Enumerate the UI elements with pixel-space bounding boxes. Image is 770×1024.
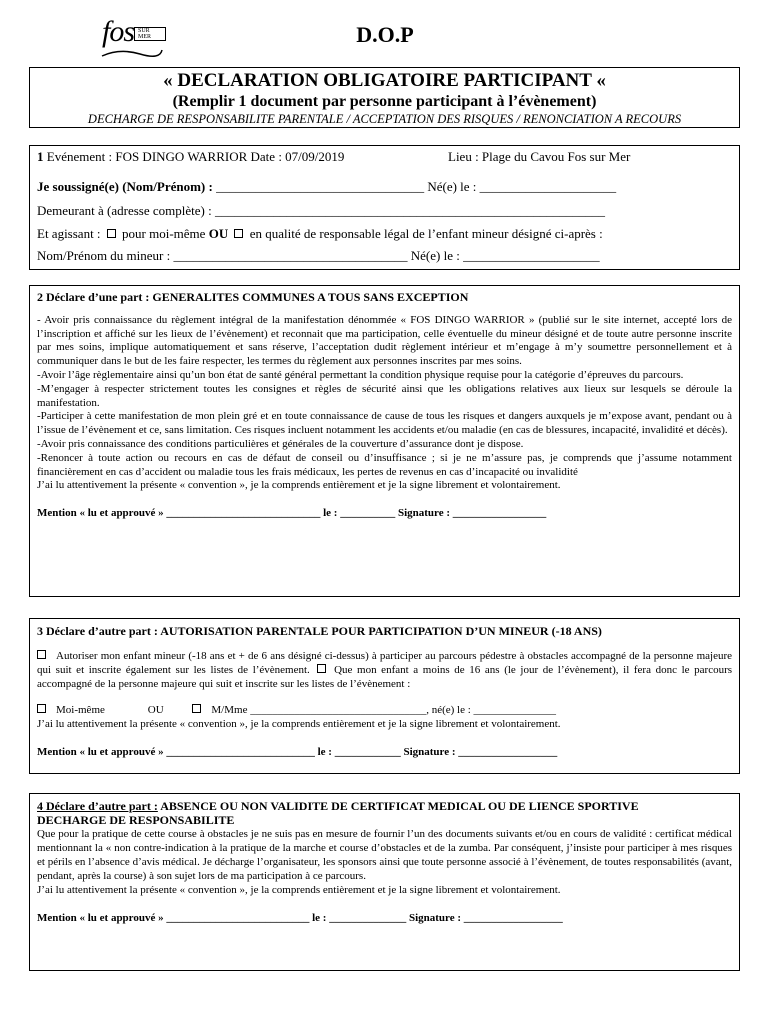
section-1 (29, 145, 740, 270)
section-3-mention[interactable]: Mention « lu et approuvé » ___________________________ le : ____________ Signature : __________________ (37, 746, 558, 758)
section-4 (29, 793, 740, 971)
logo-sub: SUR MER (134, 27, 166, 41)
autoriser-checkbox[interactable] (37, 650, 46, 659)
qualite-label: en qualité de responsable légal de l’enfant mineur désigné ci-après : (249, 226, 603, 241)
agissant-line (37, 226, 603, 242)
section-4-lu: J’ai lu attentivement la présente « convention », je la comprends entièrement et je la signe librement et volontairement. (37, 884, 561, 896)
section-2-para: -Participer à cette manifestation de mon plein gré et en toute connaissance de cause de tous les risques et dangers auxquels je m’expose avant, pendant ou à l’issue de l’évènement et ce, sans limitation. Ces risques incluent notamment les accidents et/ou maladie (en cas de blessures, incapacité, invalidité et décès). (37, 410, 732, 437)
event-text: Evénement : FOS DINGO WARRIOR Date : 07/09/2019 (46, 149, 345, 164)
section-2-para: J’ai lu attentivement la présente « convention », je la comprends entièrement et je la signe librement et volontairement. (37, 479, 561, 492)
mme-field[interactable]: M/Mme ________________________________, né(e) le : _______________ (211, 704, 557, 716)
header-box (29, 67, 740, 128)
moins-16-checkbox[interactable] (317, 664, 326, 673)
section-3-lu: J’ai lu attentivement la présente « convention », je la comprends entièrement et je la signe librement et volontairement. (37, 718, 561, 730)
responsable-legal-checkbox[interactable] (234, 229, 243, 238)
soussigne-label: Je soussigné(e) (Nom/Prénom) : (37, 179, 213, 194)
section-3-title: 3 Déclare d’autre part : AUTORISATION PARENTALE POUR PARTICIPATION D’UN MINEUR (-18 ANS) (37, 624, 602, 638)
section-4-title2: DECHARGE DE RESPONSABILITE (37, 813, 235, 827)
agissant-label: Et agissant : (37, 226, 101, 241)
accompagnant-line (37, 703, 732, 717)
mineur-line (37, 248, 600, 264)
autoriser-text: Autoriser mon enfant mineur (-18 ans et + de 6 ans désigné ci-dessus) à participer au parcours pédestre à obstacles accompagné de la personne majeure qui suit et inscrite également sur les listes de l’évènement. (37, 650, 732, 676)
pour-moi-label: pour moi-même (122, 226, 206, 241)
pour-moi-checkbox[interactable] (107, 229, 116, 238)
italic-line: DECHARGE DE RESPONSABILITE PARENTALE / ACCEPTATION DES RISQUES / RENONCIATION A RECOURS (87, 112, 682, 126)
section-3 (29, 618, 740, 774)
logo-text: fos (102, 15, 135, 48)
section-4-title (37, 799, 732, 813)
moi-meme-checkbox[interactable] (37, 704, 46, 713)
soussigne-field[interactable]: ________________________________ (216, 179, 425, 194)
section-2-para: -M’engager à respecter strictement toutes les consignes et règles de sécurité ainsi que les obligations relatives aux lieux sur lesquels se déroule la manifestation. (37, 382, 732, 409)
section-4-title-prefix: 4 Déclare d’autre part : (37, 799, 158, 813)
section-2 (29, 285, 740, 597)
document-title: D.O.P (356, 22, 414, 47)
mineur-ne-field[interactable]: Né(e) le : _____________________ (410, 248, 600, 263)
logo-swoosh-icon (100, 46, 164, 62)
section-2-para: -Avoir pris connaissance des conditions particulières et générales de la couverture d’assurance dont je dispose. (37, 437, 524, 450)
mme-checkbox[interactable] (192, 704, 201, 713)
section-2-para: - Avoir pris connaissance du règlement intégral de la manifestation dénommée « FOS DINGO WARRIOR » (publié sur le site internet, accepté lors de l’inscription et affiché sur les lieux de l’évènement) et reconnait que ma participation, celle éventuelle du mineur désigné et de toute autre personne inscrite par mes soins, implique automatiquement et sans réserve, l’acceptation dudit règlement intérieur et m’engage à m’y soumettre personnellement et à communiquer dans le but de les faire respecter, les termes du règlement aux personnes inscrites par mes soins. (37, 313, 732, 368)
section-4-mention[interactable]: Mention « lu et approuvé » __________________________ le : ______________ Signature : __________________ (37, 912, 563, 924)
lieu-text: Lieu : Plage du Cavou Fos sur Mer (448, 149, 631, 164)
section-4-para: Que pour la pratique de cette course à obstacles je ne suis pas en mesure de fournir l’un des documents suivants et/ou en cours de validité : certificat médical mentionnant la « non contre-indication à la pratique de la marche et course d’obstacles et de la zumba. Par conséquent, j’insiste pour participer à mes risques et périls en l’absence d’avis médical. Je décharge l’organisateur, les sponsors ainsi que toute personne associé à l’évènement, de toutes responsabilités (avant, pendant, après la course) à son sujet lors de ma participation à ce parcours. (37, 828, 732, 882)
ou-label: OU (147, 704, 164, 716)
section-2-body (37, 314, 732, 493)
section-2-title: 2 Déclare d’une part : GENERALITES COMMUNES A TOUS SANS EXCEPTION (37, 290, 469, 304)
section-2-para: -Renoncer à toute action ou recours en cas de défaut de conseil ou d’insuffisance ; si je ne m’assure pas, je comprends que j’assume notamment financièrement en cas d’accident ou maladie tous les frais médicaux, les pertes de revenus en cas d’incapacité ou invalidité (37, 451, 732, 478)
soussigne-line (37, 179, 616, 195)
moins-16-text: Que mon enfant a moins de 16 ans (le jour de l’évènement), il fera donc le parcours accompagné de la personne majeure qui suit et inscrite sur les listes de l’évènement : (37, 664, 733, 690)
section-2-para: -Avoir l’âge règlementaire ainsi qu’un bon état de santé général permettant la condition physique requise pour la catégorie d’épreuves du parcours. (37, 368, 684, 381)
section-4-title-rest: ABSENCE OU NON VALIDITE DE CERTIFICAT MEDICAL OU DE LIENCE SPORTIVE (160, 799, 639, 813)
ne-le-field[interactable]: _____________________ (479, 179, 617, 194)
event-line (37, 149, 344, 165)
main-title: « DECLARATION OBLIGATOIRE PARTICIPANT « (163, 70, 606, 91)
section-1-number: 1 (37, 149, 44, 164)
subtitle: (Remplir 1 document par personne participant à l’évènement) (172, 93, 597, 110)
moi-meme-label: Moi-même (56, 704, 105, 716)
ne-le-label: Né(e) le : (427, 179, 477, 194)
ou-label: OU (208, 226, 229, 241)
demeurant-field[interactable]: Demeurant à (adresse complète) : ____________________________________________________________ (37, 203, 605, 218)
mineur-field[interactable]: Nom/Prénom du mineur : ____________________________________ (37, 248, 408, 263)
section-3-para (37, 649, 732, 691)
section-2-mention[interactable]: Mention « lu et approuvé » ____________________________ le : __________ Signature : _________________ (37, 507, 547, 520)
